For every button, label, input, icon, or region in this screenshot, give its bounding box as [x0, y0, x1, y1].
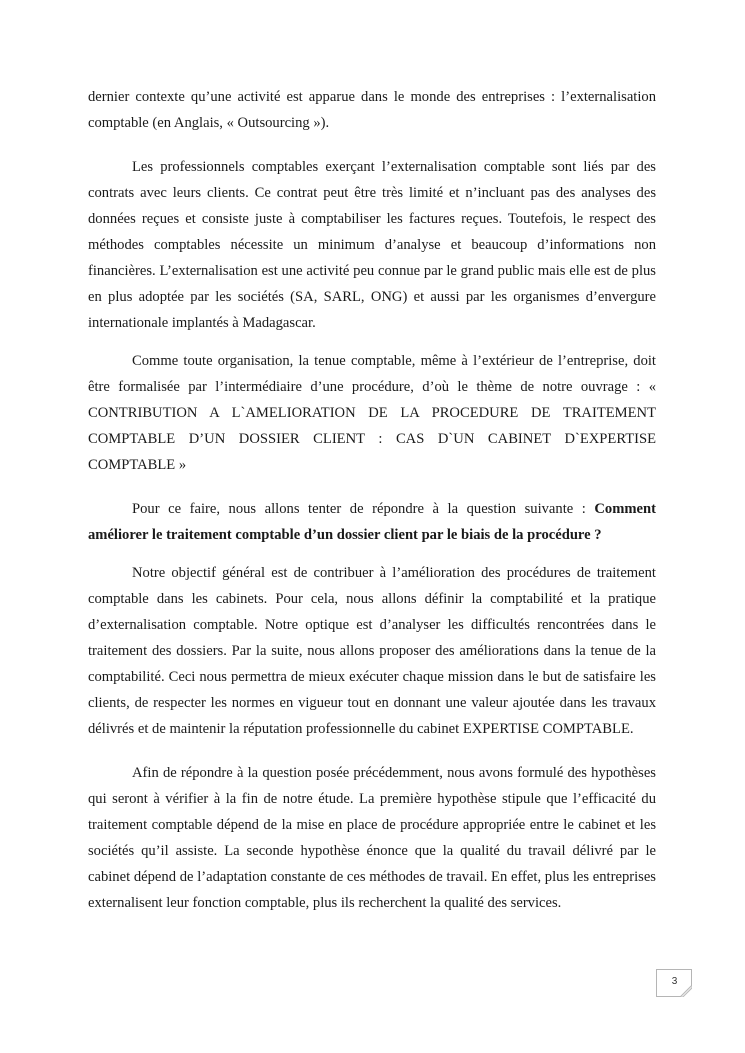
page-curl-icon: [680, 985, 692, 997]
paragraph-objective: Notre objectif général est de contribuer à l’amélioration des procédures de traitement comptable dans les cabinets. Pour cela, nous allons définir la comptabilité et la pratique d’externalisation comptable. Notre optique est d’analyser les difficultés rencontrées dans le traitement des dossiers. Par la suite, nous allons proposer des améliorations dans la tenue de la comptabilité. Ceci nous permettra de mieux exécuter chaque mission dans le but de satisfaire les clients, de respecter les normes en vigueur tout en donnant une valeur ajoutée dans les travaux délivrés et de maintenir la réputation professionnelle du cabinet EXPERTISE COMPTABLE.: [88, 565, 656, 737]
page-number-box: [656, 969, 692, 997]
paragraph-hypotheses: Afin de répondre à la question posée précédemment, nous avons formulé des hypothèses qui seront à vérifier à la fin de notre étude. La première hypothèse stipule que l’efficacité du traitement comptable dépend de la mise en place de procédure appropriée entre le cabinet et les sociétés qu’il assiste. La seconde hypothèse énonce que la qualité du travail délivré par le cabinet dépend de l’adaptation constante de ces méthodes de travail. En effet, plus les entreprises externalisent leur fonction comptable, plus ils recherchent la qualité des services.: [88, 765, 656, 911]
page-number-border: [657, 996, 681, 997]
paragraph-research-question: [88, 496, 656, 548]
question-lead-text: Pour ce faire, nous allons tenter de répondre à la question suivante :: [132, 501, 595, 517]
paragraph-theme: Comme toute organisation, la tenue comptable, même à l’extérieur de l’entreprise, doit être formalisée par l’intermédiaire d’une procédure, d’où le thème de notre ouvrage : « CONTRIBUTION A L`AMELIORATION DE LA PROCEDURE DE TRAITEMENT COMPTABLE D’UN DOSSIER CLIENT : CAS D`UN CABINET D`EXPERTISE COMPTABLE »: [88, 353, 656, 473]
document-page: [88, 84, 656, 928]
paragraph-intro-continuation: dernier contexte qu’une activité est apparue dans le monde des entreprises : l’externalisation comptable (en Anglais, « Outsourcing »).: [88, 89, 656, 131]
paragraph-professionals: Les professionnels comptables exerçant l’externalisation comptable sont liés par des contrats avec leurs clients. Ce contrat peut être très limité et n’incluant pas des analyses des données reçues et consiste juste à comptabiliser les factures reçues. Toutefois, le respect des méthodes comptables nécessite un minimum d’analyse et beaucoup d’informations non financières. L’externalisation est une activité peu connue par le grand public mais elle est de plus en plus adoptée par les sociétés (SA, SARL, ONG) et aussi par les organismes d’envergure internationale implantés à Madagascar.: [88, 159, 656, 331]
page-number-border: [691, 970, 692, 986]
page-number: 3: [671, 976, 678, 987]
research-question-text: Comment améliorer le traitement comptable d’un dossier client par le biais de la procédure ?: [88, 501, 656, 543]
